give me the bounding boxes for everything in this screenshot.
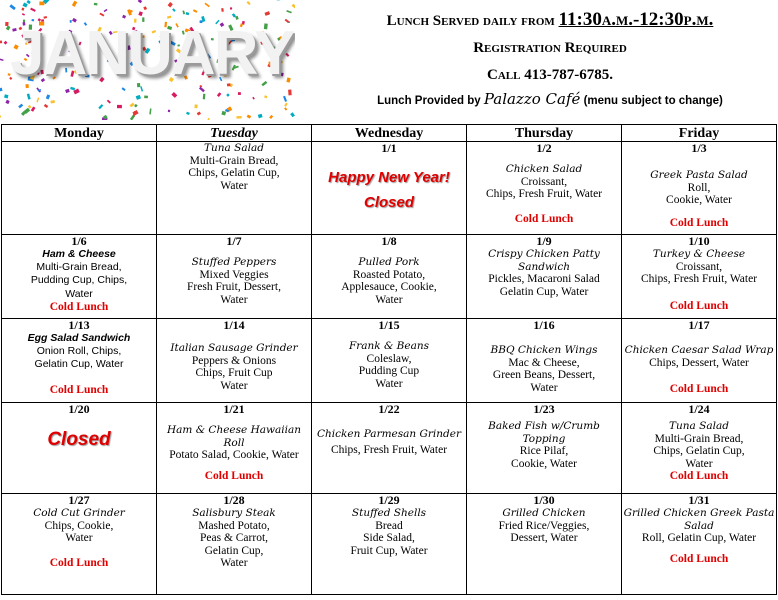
confetti-piece xyxy=(288,90,292,96)
meal-item: Mixed Veggies xyxy=(199,268,269,281)
day-cell xyxy=(467,235,622,319)
confetti-piece xyxy=(203,94,206,100)
meal-item: Multi-Grain Bread, xyxy=(189,154,279,167)
confetti-piece xyxy=(172,8,176,12)
day-cell xyxy=(2,494,157,595)
confetti-piece xyxy=(27,94,31,100)
provider-suffix: (menu subject to change) xyxy=(580,95,723,107)
confetti-piece xyxy=(23,3,28,8)
confetti-piece xyxy=(31,106,36,111)
meal-item: Chips, Cookie, xyxy=(44,519,114,532)
meal-item: Pickles, Macaroni Salad xyxy=(488,273,600,285)
date-label: 1/22 xyxy=(378,402,400,416)
meal-title: Grilled Chicken xyxy=(502,507,586,519)
date-label: 1/27 xyxy=(68,493,90,507)
closed-label: Closed xyxy=(47,429,111,450)
meal-item: Applesauce, Cookie, xyxy=(341,281,437,293)
date-label: 1/16 xyxy=(533,318,555,332)
meal-item: Gelatin Cup, Water xyxy=(499,285,589,298)
day-header: Thursday xyxy=(467,125,622,142)
cold-lunch-note: Cold Lunch xyxy=(49,383,109,396)
meal-title: Greek Pasta Salad xyxy=(650,169,748,181)
day-cell xyxy=(312,235,467,319)
confetti-piece xyxy=(186,112,190,115)
date-label: 1/30 xyxy=(533,493,555,507)
date-label: 1/9 xyxy=(536,234,552,248)
confetti-piece xyxy=(36,97,39,102)
date-label: 1/15 xyxy=(378,318,400,332)
meal-item: Water xyxy=(375,293,403,306)
meal-item: Water xyxy=(685,457,713,470)
cold-lunch-note: Cold Lunch xyxy=(204,469,264,482)
confetti-piece xyxy=(4,94,8,98)
week-row xyxy=(2,494,777,595)
meal-title: Egg Salad Sandwich xyxy=(27,332,131,344)
day-cell xyxy=(467,319,622,403)
meal-item: Water xyxy=(65,287,93,300)
confetti-piece xyxy=(104,9,108,12)
meal-title: Chicken Parmesan Grinder xyxy=(317,428,461,440)
meal-item: Multi-Grain Bread, xyxy=(36,260,122,273)
week-row xyxy=(2,142,777,235)
confetti-piece xyxy=(0,115,1,118)
day-cell xyxy=(622,142,777,235)
closed-label: Closed xyxy=(363,193,414,211)
confetti-piece xyxy=(136,95,141,100)
day-cell xyxy=(2,235,157,319)
confetti-piece xyxy=(0,41,2,44)
meal-title: Turkey & Cheese xyxy=(652,248,746,260)
confetti-piece xyxy=(186,12,190,15)
confetti-piece xyxy=(107,100,111,104)
day-cell xyxy=(622,319,777,403)
day-cell xyxy=(157,235,312,319)
confetti-piece xyxy=(117,105,122,108)
meal-title: Chicken Salad xyxy=(505,163,583,175)
meal-item: Water xyxy=(220,379,248,392)
meal-item: Chips, Dessert, Water xyxy=(649,356,749,369)
confetti-piece xyxy=(292,4,295,9)
confetti-piece xyxy=(290,112,295,117)
meal-item: Multi-Grain Bread, xyxy=(654,432,744,445)
week-row xyxy=(2,403,777,494)
provider-line xyxy=(330,90,770,108)
confetti-piece xyxy=(134,104,138,108)
meal-item: Chips, Fruit Cup xyxy=(195,367,273,379)
month-title: JANUARY xyxy=(10,19,294,88)
confetti-piece xyxy=(44,104,48,108)
confetti-piece xyxy=(0,88,2,92)
day-cell xyxy=(312,319,467,403)
meal-item: Pudding Cup, Chips, xyxy=(30,274,128,286)
confetti-piece xyxy=(46,94,50,99)
confetti-piece xyxy=(284,107,287,110)
confetti-piece xyxy=(5,100,9,104)
meal-item: Croissant, xyxy=(520,175,568,188)
meal-item: Chips, Fresh Fruit, Water xyxy=(485,188,603,200)
day-cell xyxy=(157,142,312,235)
date-label: 1/20 xyxy=(68,402,90,416)
provider-prefix: Lunch Provided by xyxy=(377,95,484,107)
meal-title: Crispy Chicken Patty Sandwich xyxy=(488,248,600,273)
cold-lunch-note: Cold Lunch xyxy=(49,301,109,313)
confetti-piece xyxy=(143,6,147,10)
confetti-piece xyxy=(182,10,185,14)
weekday-header-row xyxy=(2,125,777,142)
meal-item: Water xyxy=(65,532,93,544)
meal-item: Chips, Fresh Fruit, Water xyxy=(640,273,758,285)
confetti-piece xyxy=(149,108,151,114)
meal-item: Gelatin Cup, Water xyxy=(34,358,124,370)
date-label: 1/28 xyxy=(223,493,245,507)
confetti-piece xyxy=(168,110,171,113)
meal-item: Water xyxy=(220,557,248,569)
meal-item: Peppers & Onions xyxy=(191,354,277,367)
cafe-name: Palazzo Café xyxy=(483,90,581,108)
day-cell xyxy=(467,403,622,494)
meal-title: Stuffed Shells xyxy=(351,507,427,519)
meal-item: Fried Rice/Veggies, xyxy=(498,519,590,532)
week-row xyxy=(2,319,777,403)
cold-lunch-note: Cold Lunch xyxy=(669,216,729,229)
confetti-piece xyxy=(26,0,30,4)
meal-item: Cookie, Water xyxy=(666,194,732,206)
confetti-piece xyxy=(217,92,222,97)
cold-lunch-note: Cold Lunch xyxy=(669,470,729,482)
confetti-piece xyxy=(230,7,232,9)
day-header: Wednesday xyxy=(312,125,467,142)
date-label: 1/2 xyxy=(536,141,552,155)
day-cell xyxy=(622,235,777,319)
confetti-piece xyxy=(39,2,44,6)
meal-item: Bread xyxy=(375,519,403,532)
meal-title: Ham & Cheese xyxy=(42,248,116,260)
confetti-piece xyxy=(98,104,103,109)
day-header: Tuesday xyxy=(157,125,312,142)
date-label: 1/1 xyxy=(381,141,397,155)
meal-item: Coleslaw, xyxy=(366,352,412,365)
day-cell xyxy=(622,403,777,494)
day-cell xyxy=(157,319,312,403)
confetti-piece xyxy=(194,104,197,108)
confetti-piece xyxy=(130,103,135,108)
date-label: 1/13 xyxy=(68,318,90,332)
confetti-piece xyxy=(226,93,230,97)
meal-title: Italian Sausage Grinder xyxy=(170,342,298,354)
serving-hours xyxy=(330,6,770,35)
confetti-piece xyxy=(264,11,270,16)
date-label: 1/21 xyxy=(223,402,245,416)
meal-item: Green Beans, Dessert, xyxy=(492,369,596,381)
confetti-piece xyxy=(94,3,98,6)
confetti-piece xyxy=(168,2,173,7)
week-row xyxy=(2,235,777,319)
meal-title: Tuna Salad xyxy=(669,420,729,432)
confetti-piece xyxy=(5,22,8,26)
meal-item: Fruit Cup, Water xyxy=(350,544,428,557)
confetti-piece xyxy=(50,100,55,104)
meal-item: Cookie, Water xyxy=(511,457,577,470)
meal-title: Tuna Salad xyxy=(204,142,264,154)
cold-lunch-note: Cold Lunch xyxy=(669,299,729,312)
date-label: 1/10 xyxy=(688,234,710,248)
day-cell-empty xyxy=(2,142,157,235)
meal-title: Chicken Caesar Salad Wrap xyxy=(624,344,774,356)
meal-title: Frank & Beans xyxy=(348,340,430,352)
meal-item: Chips, Gelatin Cup, xyxy=(653,445,745,457)
meal-title: BBQ Chicken Wings xyxy=(490,344,598,356)
confetti-piece xyxy=(221,111,226,116)
meal-item: Dessert, Water xyxy=(510,532,578,544)
date-label: 1/17 xyxy=(688,318,710,332)
meal-item: Mashed Potato, xyxy=(198,519,270,532)
confetti-piece xyxy=(65,89,70,93)
meal-title: Grilled Chicken Greek Pasta Salad xyxy=(623,507,775,532)
confetti-piece xyxy=(252,97,255,100)
confetti-piece xyxy=(138,0,142,3)
confetti-piece xyxy=(247,1,251,5)
date-label: 1/14 xyxy=(223,318,245,332)
cold-lunch-note: Cold Lunch xyxy=(49,556,109,569)
registration-note: Registration Required xyxy=(473,40,627,56)
day-cell xyxy=(467,142,622,235)
meal-title: Pulled Pork xyxy=(358,256,420,268)
confetti-piece xyxy=(18,104,23,109)
holiday-greeting: Happy New Year! xyxy=(328,169,450,186)
lunch-info xyxy=(330,6,770,108)
date-label: 1/8 xyxy=(381,234,397,248)
confetti-piece xyxy=(238,92,241,95)
confetti-piece xyxy=(72,1,77,7)
day-header: Friday xyxy=(622,125,777,142)
meal-item: Side Salad, xyxy=(363,532,415,544)
day-header: Monday xyxy=(2,125,157,142)
meal-item: Roasted Potato, xyxy=(352,268,426,281)
date-label: 1/31 xyxy=(688,493,710,507)
serving-hours-prefix: Lunch Served daily from xyxy=(386,13,559,29)
confetti-piece xyxy=(28,105,32,109)
meal-title: Ham & Cheese Hawaiian Roll xyxy=(167,424,301,449)
meal-item: Rice Pilaf, xyxy=(519,445,569,457)
confetti-piece xyxy=(138,11,143,16)
confetti-piece xyxy=(4,41,8,45)
day-cell-holiday xyxy=(312,142,467,235)
date-label: 1/29 xyxy=(378,493,400,507)
confetti-piece xyxy=(0,59,4,62)
day-cell xyxy=(622,494,777,595)
confetti-piece xyxy=(9,4,15,10)
meal-item: Potato Salad, Cookie, Water xyxy=(169,449,299,461)
date-label: 1/3 xyxy=(691,141,707,155)
confetti-piece xyxy=(30,8,36,12)
cold-lunch-note: Cold Lunch xyxy=(669,383,729,395)
confetti-piece xyxy=(144,96,148,99)
day-cell xyxy=(312,403,467,494)
serving-hours-time: 11:30a.m.-12:30p.m. xyxy=(558,9,714,30)
confetti-piece xyxy=(197,112,201,116)
day-cell-closed xyxy=(2,403,157,494)
day-cell xyxy=(467,494,622,595)
confetti-piece xyxy=(171,92,177,98)
month-banner xyxy=(0,0,295,120)
confetti-piece xyxy=(204,3,209,8)
meal-title: Baked Fish w/Crumb Topping xyxy=(488,420,600,445)
meal-item: Chips, Fresh Fruit, Water xyxy=(330,443,448,456)
meal-item: Onion Roll, Chips, xyxy=(36,344,122,357)
cold-lunch-note: Cold Lunch xyxy=(669,552,729,565)
day-cell xyxy=(2,319,157,403)
day-cell xyxy=(157,494,312,595)
date-label: 1/24 xyxy=(688,402,710,416)
day-cell xyxy=(157,403,312,494)
confetti-piece xyxy=(193,9,198,13)
date-label: 1/6 xyxy=(71,234,87,248)
meal-title: Cold Cut Grinder xyxy=(33,507,125,519)
confetti-piece xyxy=(284,103,288,107)
date-label: 1/7 xyxy=(226,234,242,248)
meal-item: Croissant, xyxy=(675,260,723,273)
confetti-piece xyxy=(207,118,210,120)
meal-item: Pudding Cup xyxy=(358,365,420,377)
confetti-piece xyxy=(99,13,104,17)
confetti-piece xyxy=(247,115,251,119)
confetti-piece xyxy=(283,96,287,102)
date-label: 1/23 xyxy=(533,402,555,416)
menu-calendar xyxy=(1,124,777,595)
confetti-piece xyxy=(22,13,25,16)
confetti-piece xyxy=(269,115,273,119)
meal-item: Roll, xyxy=(687,181,711,194)
meal-title: Salisbury Steak xyxy=(192,507,276,519)
meal-item: Water xyxy=(530,381,558,394)
meal-item: Water xyxy=(375,377,403,390)
confetti-piece xyxy=(236,116,241,119)
meal-item: Fresh Fruit, Dessert, xyxy=(187,281,281,293)
confetti-piece xyxy=(221,8,224,12)
meal-item: Peas & Carrot, xyxy=(199,532,269,544)
day-cell xyxy=(312,494,467,595)
meal-item: Roll, Gelatin Cup, Water xyxy=(641,532,757,544)
confetti-piece xyxy=(286,10,292,13)
meal-item: Water xyxy=(220,179,248,192)
meal-item: Water xyxy=(220,293,248,306)
meal-item: Gelatin Cup, xyxy=(204,544,264,557)
confetti-piece xyxy=(21,7,24,10)
confetti-piece xyxy=(258,114,263,118)
meal-item: Chips, Gelatin Cup, xyxy=(188,167,280,179)
confetti-piece xyxy=(264,95,267,98)
meal-title: Stuffed Peppers xyxy=(191,256,277,268)
phone-number: Call 413-787-6785. xyxy=(487,67,613,83)
meal-item: Mac & Cheese, xyxy=(508,356,580,369)
cold-lunch-note: Cold Lunch xyxy=(514,212,574,225)
